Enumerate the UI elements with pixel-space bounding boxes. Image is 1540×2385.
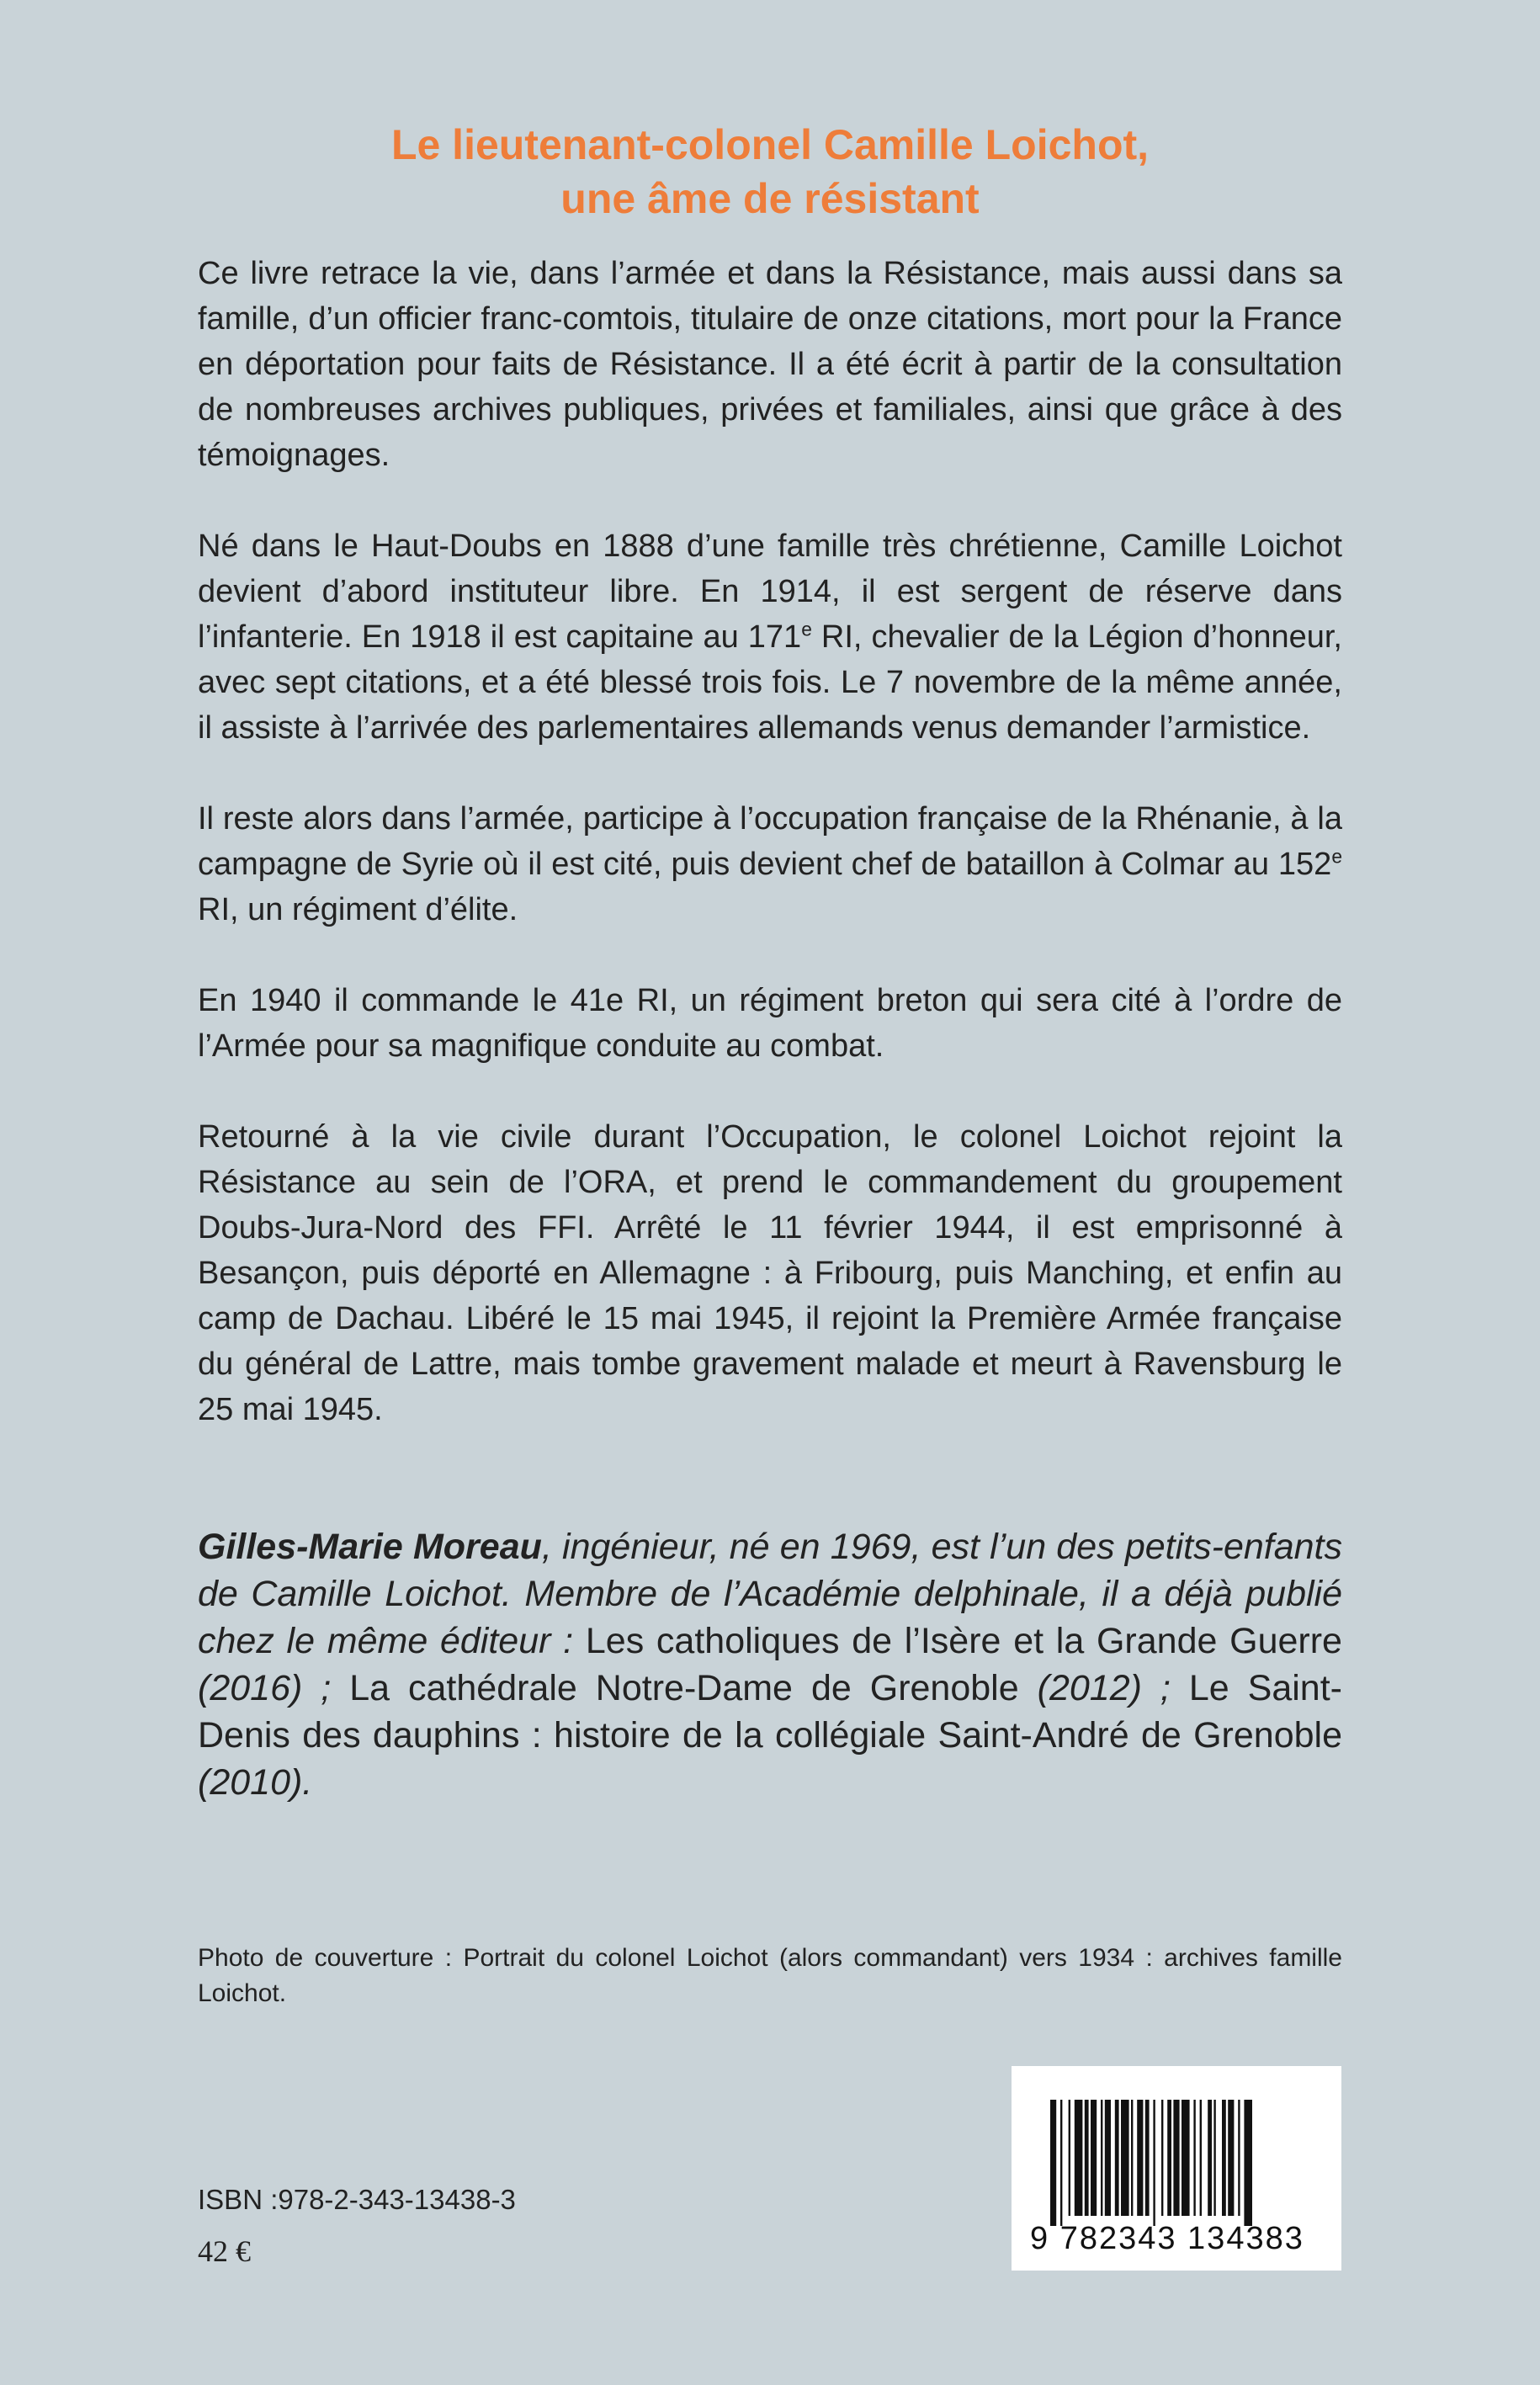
- barcode-bar: [1228, 2100, 1234, 2216]
- barcode-bar: [1060, 2100, 1062, 2226]
- barcode-bars: [1050, 2100, 1303, 2226]
- barcode-bar: [1153, 2100, 1155, 2226]
- title-line-2: une âme de résistant: [560, 175, 980, 222]
- barcode-bar: [1131, 2100, 1133, 2216]
- author-bio-text: [198, 1523, 1342, 1806]
- barcode-bar: [1193, 2100, 1195, 2216]
- book-year-3: (2010).: [198, 1762, 313, 1803]
- book-year-1: (2016) ;: [198, 1668, 350, 1708]
- barcode-bar: [1200, 2100, 1202, 2216]
- barcode-bar: [1050, 2100, 1056, 2226]
- price: 42 €: [198, 2234, 251, 2268]
- barcode-bar: [1173, 2100, 1179, 2216]
- barcode-bar: [1091, 2100, 1097, 2216]
- author-bio: [198, 1523, 1342, 1806]
- book-title-2: La cathédrale Notre-Dame de Grenoble: [349, 1668, 1019, 1708]
- synopsis-paragraph-4: En 1940 il commande le 41e RI, un régiment breton qui sera cité à l’ordre de l’Armée pour sa magnifique conduite au combat.: [198, 983, 1342, 1064]
- synopsis-paragraph-5: Retourné à la vie civile durant l’Occupation, le colonel Loichot rejoint la Résistance au sein de l’ORA, et prend le commandement du groupement Doubs-Jura-Nord des FFI. Arrêté le 11 février 1944, il est emprisonné à Besançon, puis déporté en Allemagne : à Fribourg, puis Manching, et enfin au camp de Dachau. Libéré le 15 mai 1945, il rejoint la Première Armée française du général de Lattre, mais tombe gravement malade et meurt à Ravensburg le 25 mai 1945.: [198, 1119, 1342, 1427]
- book-year-2: (2012) ;: [1018, 1668, 1189, 1708]
- barcode-bar: [1075, 2100, 1083, 2216]
- book-title-3: Le Saint-Denis des dauphins : histoire de la collégiale Saint-André de Grenoble: [198, 1668, 1342, 1756]
- barcode-bar: [1208, 2100, 1212, 2216]
- barcode-bar: [1105, 2100, 1111, 2216]
- barcode-bar: [1121, 2100, 1129, 2216]
- p3-text-b: RI, un régiment d’élite.: [198, 892, 518, 927]
- title-line-1: Le lieutenant-colonel Camille Loichot,: [390, 121, 1150, 168]
- p3-text-a: Il reste alors dans l’armée, participe à l’occupation française de la Rhénanie, à la campagne de Syrie où il est cité, puis devient chef de bataillon à Colmar au 152: [198, 801, 1342, 882]
- barcode-bar: [1137, 2100, 1143, 2216]
- barcode-bar: [1222, 2100, 1226, 2216]
- barcode-bar: [1213, 2100, 1215, 2216]
- synopsis-paragraph-2: [198, 523, 1342, 751]
- photo-credit: Photo de couverture : Portrait du colonel Loichot (alors commandant) vers 1934 : archives famille Loichot.: [198, 1944, 1342, 2007]
- barcode-bar: [1115, 2100, 1119, 2216]
- barcode-bar: [1085, 2100, 1089, 2216]
- isbn: ISBN :978-2-343-13438-3: [198, 2184, 516, 2215]
- author-name: Gilles-Marie Moreau: [198, 1527, 542, 1567]
- barcode: [1012, 2066, 1341, 2271]
- book-title: [0, 118, 1540, 226]
- p2-text-b: RI, chevalier de la Légion d’honneur, avec sept citations, et a été blessé trois fois. Le 7 novembre de la même année, il assiste à l’arrivée des parlementaires allemands venus demander l’armistice.: [198, 619, 1342, 746]
- barcode-bar: [1069, 2100, 1070, 2216]
- barcode-bar: [1167, 2100, 1171, 2216]
- barcode-bar: [1145, 2100, 1150, 2216]
- barcode-bar: [1161, 2100, 1163, 2216]
- barcode-bar: [1182, 2100, 1190, 2216]
- synopsis: [198, 251, 1342, 1478]
- barcode-bar: [1238, 2100, 1240, 2216]
- synopsis-paragraph-1: Ce livre retrace la vie, dans l’armée et dans la Résistance, mais aussi dans sa famille, d’un officier franc-comtois, titulaire de onze citations, mort pour la France en déportation pour faits de Résistance. Il a été écrit à partir de la consultation de nombreuses archives publiques, privées et familiales, ainsi que grâce à des témoignages.: [198, 256, 1342, 473]
- author-intro: , ingénieur, né en 1969, est l’un des petits-enfants de Camille Loichot. Membre de l’Académie delphinale, il a déjà publié chez le même éditeur :: [198, 1527, 1342, 1661]
- book-title-1: Les catholiques de l’Isère et la Grande Guerre: [585, 1621, 1342, 1661]
- p2-superscript: e: [801, 618, 812, 640]
- synopsis-paragraph-3: [198, 796, 1342, 932]
- p3-superscript: e: [1331, 845, 1342, 868]
- barcode-bar: [1244, 2100, 1252, 2226]
- barcode-digits: 9 782343 134383: [1030, 2221, 1304, 2256]
- barcode-bar: [1101, 2100, 1102, 2216]
- p2-text-a: Né dans le Haut-Doubs en 1888 d’une famille très chrétienne, Camille Loichot devient d’abord instituteur libre. En 1914, il est sergent de réserve dans l’infanterie. En 1918 il est capitaine au 171: [198, 529, 1342, 655]
